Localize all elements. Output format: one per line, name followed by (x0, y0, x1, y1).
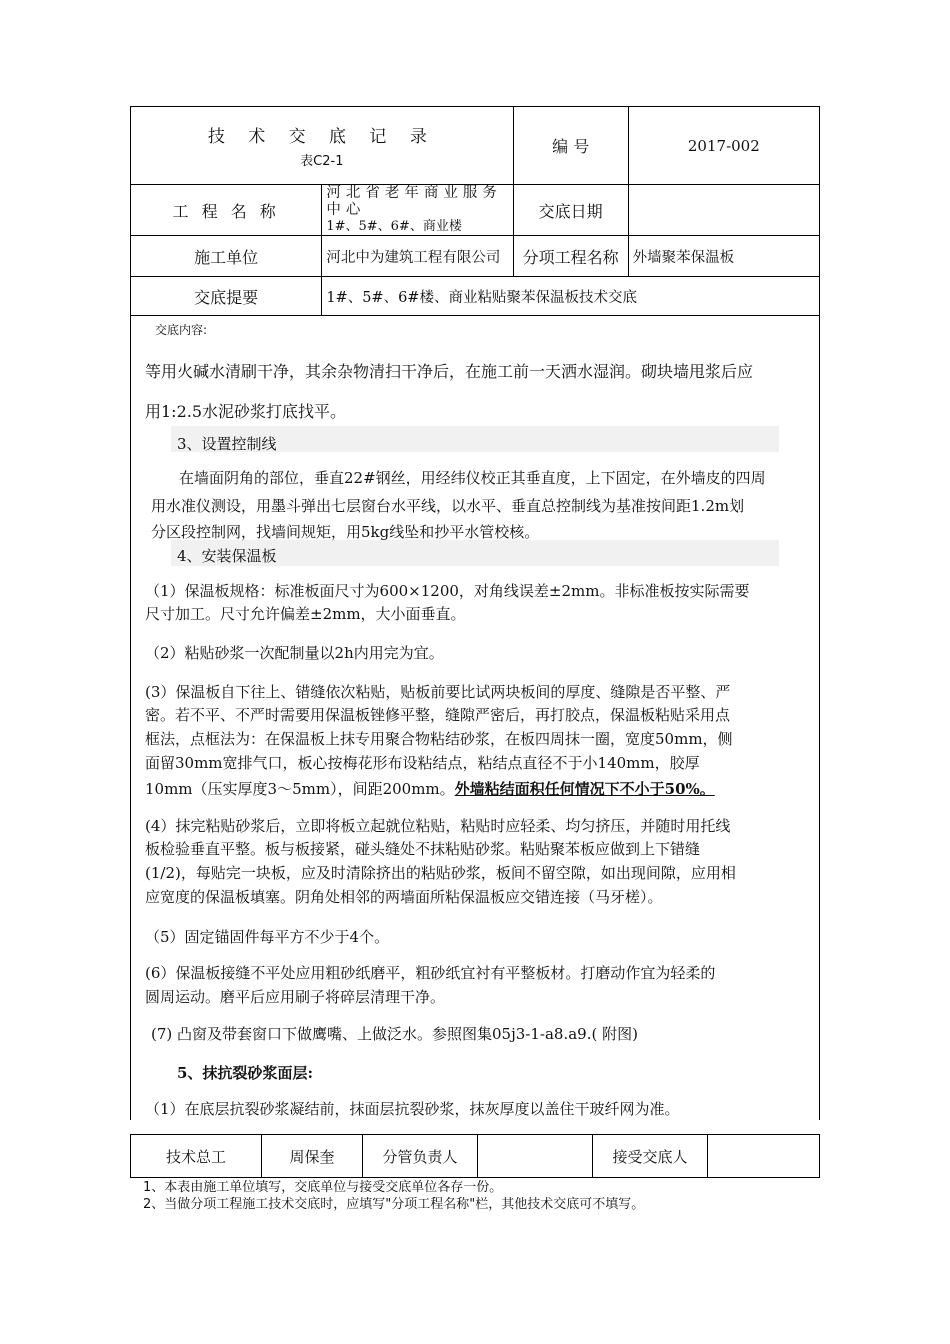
subproject-value: 外墙聚苯保温板 (628, 236, 819, 277)
paragraph-line: 在墙面阴角的部位，垂直22#钢丝，用经纬仪校正其垂直度，上下固定，在外墙皮的四周 (179, 469, 766, 487)
title-cell (131, 107, 514, 185)
subproject-label: 分项工程名称 (513, 236, 628, 277)
header-table (130, 106, 820, 316)
paragraph-line: 密。若不平、不严时需要用保温板锉修平整，缝隙严密后，再打胶点，保温板粘贴采用点 (145, 706, 731, 724)
project-name-line1: 河北省老年商业服务中心 (326, 185, 502, 218)
content-area (130, 306, 820, 1120)
paragraph-line: （1）在底层抗裂砂浆凝结前，抹面层抗裂砂浆，抹灰厚度以盖住干玻纤网为准。 (145, 1100, 680, 1118)
form-code: 表C2-1 (300, 154, 344, 169)
paragraph-line: （5）固定锚固件每平方不少于4个。 (145, 928, 390, 946)
paragraph-line: (3）保温板自下往上、错缝依次粘贴，贴板前要比试两块板间的厚度、缝隙是否平整、严 (145, 683, 731, 701)
paragraph-line: (4）抹完粘贴砂浆后，立即将板立起就位粘贴，粘贴时应轻柔、均匀挤压，并随时用托线 (145, 817, 731, 835)
project-name-line2: 1#、5#、6#、商业楼 (326, 219, 462, 234)
paragraph-line: 用水准仪测设，用墨斗弹出七层窗台水平线，以水平、垂直总控制线为基准按间距1.2m划 (151, 497, 745, 515)
summary-label: 交底提要 (131, 277, 322, 316)
section-title: 3、设置控制线 (177, 435, 277, 453)
manager-label: 分管负责人 (363, 1135, 478, 1178)
tech-chief-label: 技术总工 (131, 1135, 262, 1178)
paragraph-line: 等用火碱水清刷干净，其余杂物清扫干净后，在施工前一天洒水湿润。砌块墙甩浆后应 (145, 362, 754, 381)
section-title: 5、抹抗裂砂浆面层: (177, 1064, 313, 1082)
number-value: 2017-002 (628, 107, 819, 185)
paragraph-line: （1）保温板规格：标准板面尺寸为600×1200，对角线误差±2mm。非标准板按实际需要 (145, 582, 750, 600)
emphasis-text: 外墙粘结面积任何情况下不小于50%。 (454, 780, 715, 798)
signature-table (130, 1134, 820, 1178)
date-value (628, 185, 819, 236)
page-title: 技 术 交 底 记 录 (207, 127, 436, 147)
footnotes (143, 1179, 644, 1213)
tech-chief-value: 周保奎 (262, 1135, 363, 1178)
contractor-label: 施工单位 (131, 236, 322, 277)
paragraph-line: 尺寸加工。尺寸允许偏差±2mm，大小面垂直。 (145, 605, 466, 623)
contractor-value: 河北中为建筑工程有限公司 (322, 236, 513, 277)
manager-value (478, 1135, 593, 1178)
paragraph-line: (6）保温板接缝不平处应用粗砂纸磨平，粗砂纸宜衬有平整板材。打磨动作宜为轻柔的 (145, 964, 716, 982)
footnote-1: 1、本表由施工单位填写，交底单位与接受交底单位各存一份。 (143, 1180, 503, 1195)
summary-value: 1#、5#、6#楼、商业粘贴聚苯保温板技术交底 (322, 277, 820, 316)
content-heading: 交底内容: (155, 323, 208, 337)
footnote-2: 2、当做分项工程施工技术交底时，应填写"分项工程名称"栏，其他技术交底可不填写。 (143, 1197, 645, 1212)
paragraph-line: 分区段控制网，找墙间规矩，用5kg线坠和抄平水管校核。 (151, 523, 540, 541)
date-label: 交底日期 (513, 185, 628, 236)
number-label: 编 号 (513, 107, 628, 185)
paragraph-line: 应宽度的保温板填塞。阴角处相邻的两墙面所粘保温板应交错连接（马牙槎）。 (145, 888, 663, 906)
paragraph-line: 框法，点框法为：在保温板上抹专用聚合物粘结砂浆，在板四周抹一圈，宽度50mm，侧 (145, 730, 733, 748)
paragraph-line: 圆周运动。磨平后应用刷子将碎层清理干净。 (145, 988, 446, 1006)
receiver-value (708, 1135, 820, 1178)
section-title: 4、安装保温板 (177, 547, 277, 565)
paragraph-segment: 10mm（压实厚度3～5mm），间距200mm。 (145, 780, 455, 798)
project-name-value (322, 185, 513, 236)
paragraph-line: 面留30mm宽排气口，板心按梅花形布设粘结点，粘结点直径不于小140mm，胶厚 (145, 754, 700, 772)
paragraph-line: (7) 凸窗及带套窗口下做鹰嘴、上做泛水。参照图集05j3-1-a8.a9.( 附图) (151, 1025, 638, 1043)
paragraph-line: (1/2)，每贴完一块板，应及时清除挤出的粘贴砂浆，板间不留空隙，如出现间隙，应用相 (145, 864, 736, 882)
paragraph-line (145, 778, 715, 799)
project-name-label: 工 程 名 称 (131, 185, 322, 236)
paragraph-line: 板检验垂直平整。板与板接紧，碰头缝处不抹粘贴砂浆。粘贴聚苯板应做到上下错缝 (145, 840, 701, 858)
receiver-label: 接受交底人 (593, 1135, 708, 1178)
paragraph-line: 用1:2.5水泥砂浆打底找平。 (145, 402, 347, 421)
paragraph-line: （2）粘贴砂浆一次配制量以2h内用完为宜。 (145, 644, 444, 662)
